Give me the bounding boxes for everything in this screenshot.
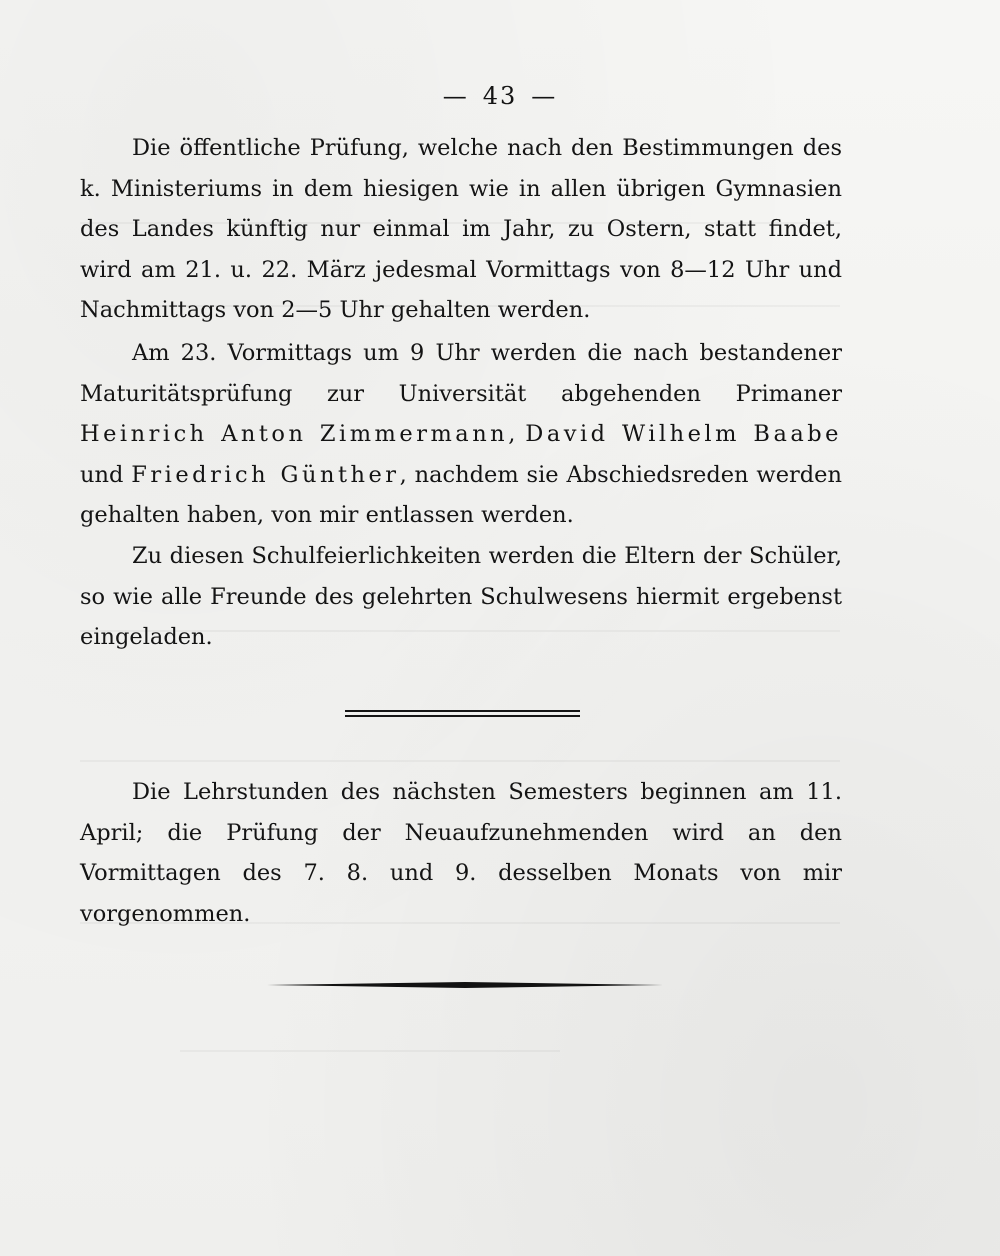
paragraph-text: Die Lehrstunden des nächsten Semesters beginnen am 11. April; die Prüfung der Neuaufzunehmenden wird an den Vormittagen des 7. 8. und 9. desselben Monats von mir vorgenommen. <box>80 779 842 927</box>
paragraph-graduation <box>80 333 842 536</box>
paragraph-semester <box>80 772 842 934</box>
name-separator: und <box>80 461 132 488</box>
page-header <box>0 82 1000 110</box>
paragraph-text: Die öffentliche Prüfung, welche nach den Bestimmungen des k. Ministeriums in dem hiesigen wie in allen übrigen Gymnasien des Landes künftig nur einmal im Jahr, zu Ostern, statt findet, wird am 21. u. 22. März jedesmal Vormittags von 8—12 Uhr und Nachmittags von 2—5 Uhr gehalten werden. <box>80 135 842 324</box>
student-name: David Wilhelm Baabe <box>525 421 842 448</box>
bleed-through-line <box>180 1050 560 1052</box>
student-name: Friedrich Günther <box>131 461 400 488</box>
closing-rule-graphic <box>267 982 663 988</box>
paragraph-text: , nachdem sie Abschiedsreden werden gehalten haben, von mir entlassen werden. <box>80 461 842 529</box>
bleed-through-line <box>80 760 840 762</box>
header-dash-right: — <box>531 82 558 110</box>
paragraph-invitation <box>80 536 842 658</box>
name-separator: , <box>508 421 526 448</box>
page-number: 43 <box>482 82 518 110</box>
double-rule-divider <box>345 710 580 717</box>
student-name: Heinrich Anton Zimmermann <box>80 421 509 448</box>
closing-rule <box>267 982 663 988</box>
paragraph-text: Zu diesen Schulfeierlichkeiten werden die Eltern der Schüler, so wie alle Freunde des gelehrten Schulwesens hiermit ergebenst eingeladen. <box>80 543 842 651</box>
header-dash-left: — <box>442 82 469 110</box>
paragraph-examination <box>80 128 842 331</box>
paragraph-text: Am 23. Vormittags um 9 Uhr werden die nach bestandener Maturitätsprüfung zur Universität abgehenden Primaner <box>80 340 842 407</box>
